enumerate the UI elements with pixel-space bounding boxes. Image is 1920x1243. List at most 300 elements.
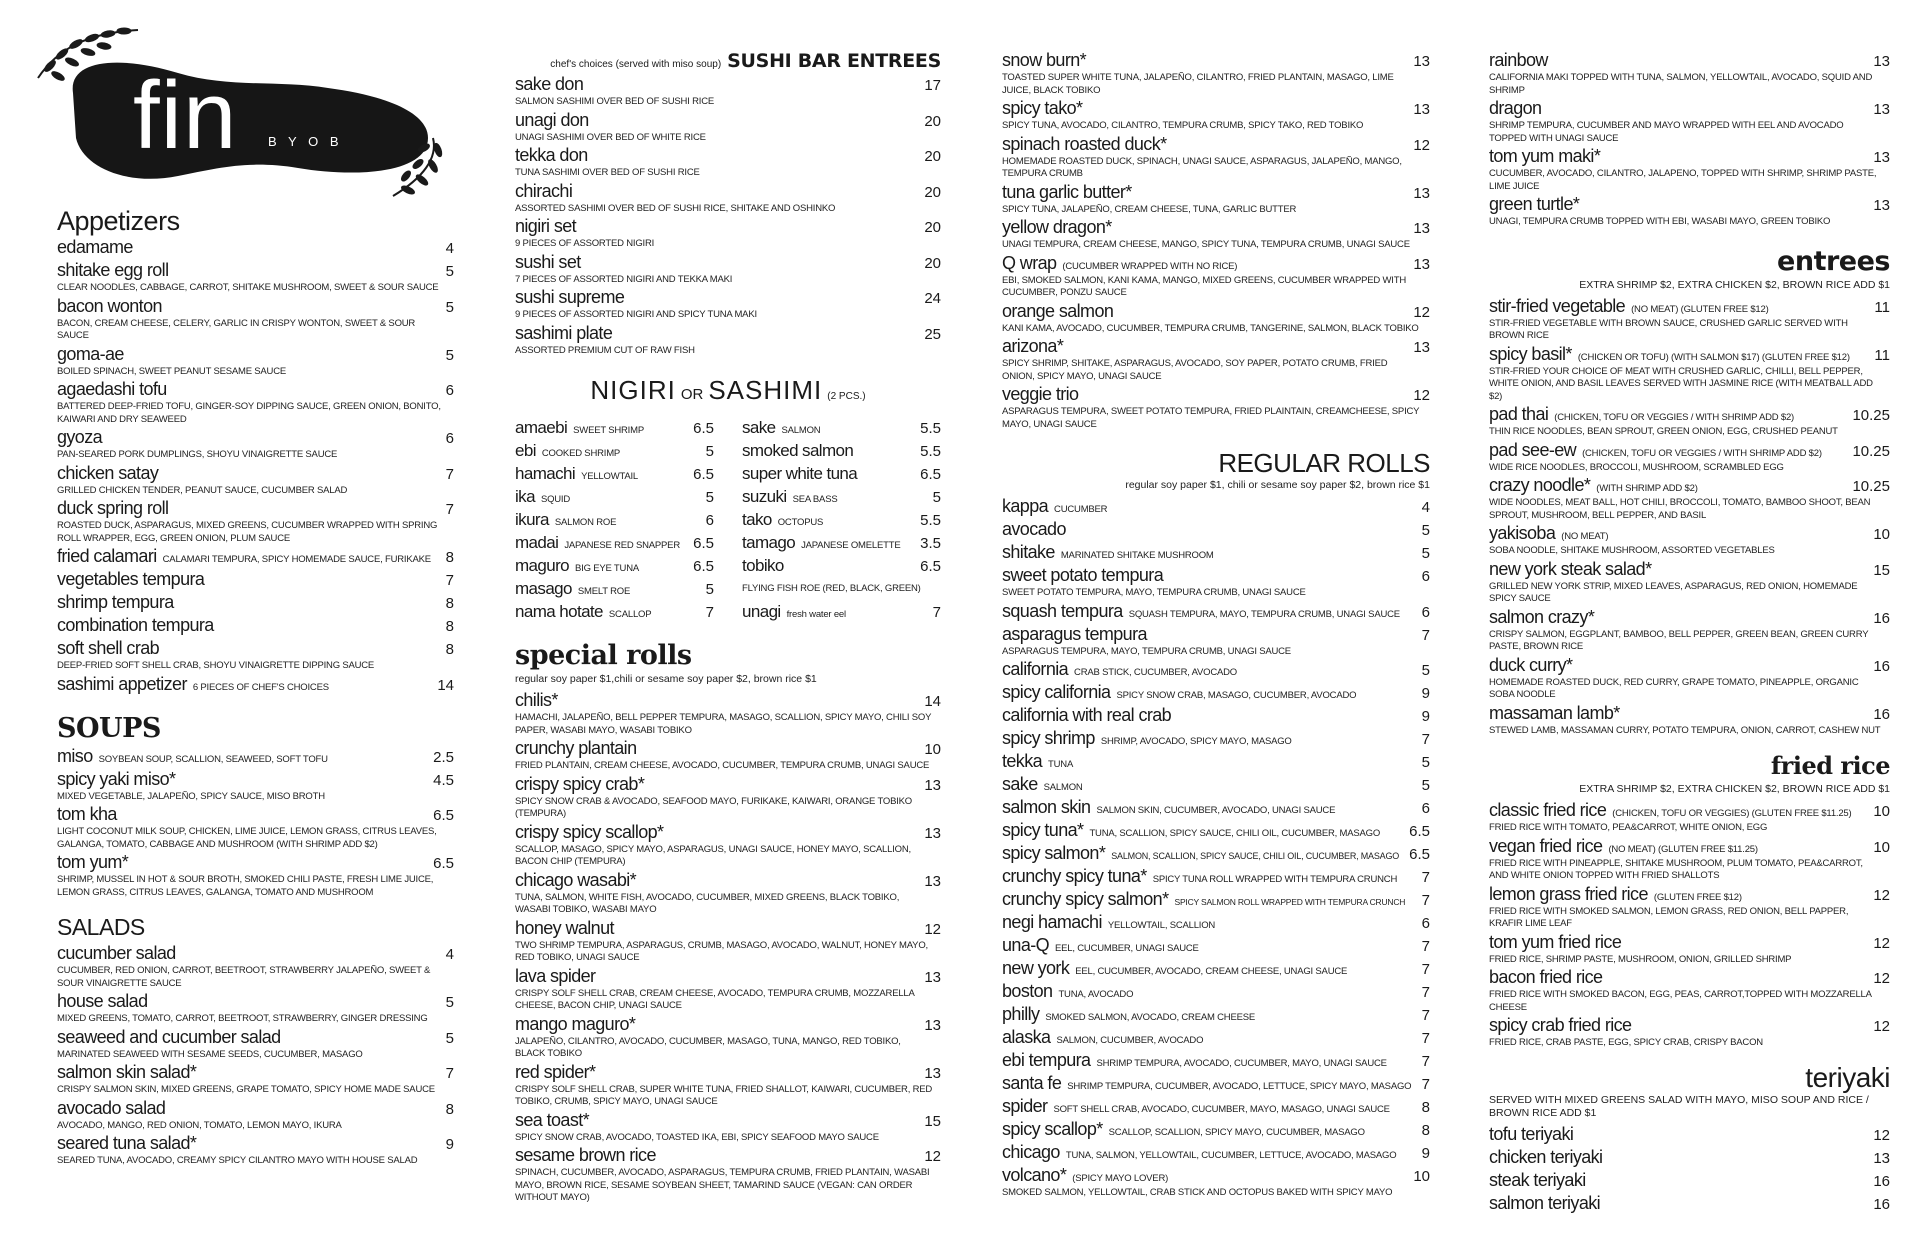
menu-item-name: spicy salmon* [1002, 843, 1106, 863]
menu-item [1002, 774, 1430, 796]
menu-item-row [1002, 217, 1430, 239]
menu-item-description: BATTERED DEEP-FRIED TOFU, GINGER-SOY DIPPING SAUCE, GREEN ONION, BONITO, KAIWARI AND DRY SEAWEED [57, 401, 441, 425]
menu-item-name: spicy tuna* [1002, 820, 1084, 840]
menu-item-price: 7 [1421, 961, 1430, 978]
menu-item-description: ROASTED DUCK, ASPARAGUS, MIXED GREENS, CUCUMBER WRAPPED WITH SPRING ROLL WRAPPER, EGG, GREEN ONION, PLUM SAUCE [57, 520, 438, 544]
menu-item-name: combination tempura [57, 615, 214, 635]
menu-item-name: avocado [1002, 519, 1066, 539]
menu-item-price: 7 [1421, 984, 1430, 1001]
menu-item-row [1002, 1004, 1430, 1026]
menu-item-row [515, 1062, 941, 1084]
menu-item-price: 7 [445, 465, 454, 483]
nigiri-title-a: NIGIRI [590, 375, 676, 405]
menu-item [515, 870, 941, 917]
nigiri-item-tag: SQUID [540, 494, 571, 505]
menu-item-row [1002, 601, 1430, 623]
menu-item-price: 12 [1413, 136, 1430, 154]
nigiri-item-name: masago [515, 579, 572, 598]
menu-item-row [515, 822, 941, 844]
menu-item-description: SPICY TUNA, AVOCADO, CILANTRO, TEMPURA CRUMB, SPICY TAKO, RED TOBIKO [1002, 120, 1364, 131]
menu-item [1002, 336, 1430, 383]
nigiri-item-name: unagi [742, 602, 781, 621]
menu-item-description: TOASTED SUPER WHITE TUNA, JALAPEÑO, CILANTRO, FRIED PLANTAIN, MASAGO, LIME JUICE, BLACK TOBIKO [1002, 72, 1394, 96]
fried-rice-list [1489, 800, 1890, 1050]
menu-item-description: CRISPY SALMON, EGGPLANT, BAMBOO, BELL PEPPER, GREEN BEAN, GREEN CURRY PASTE, BROWN RICE [1489, 628, 1869, 652]
menu-item-price: 6 [1421, 800, 1430, 817]
menu-item-description: FRIED RICE, SHRIMP PASTE, MUSHROOM, ONION, GRILLED SHRIMP [1489, 953, 1792, 965]
menu-item [57, 1062, 454, 1097]
menu-item [57, 804, 454, 851]
menu-item-price: 24 [924, 290, 941, 307]
entrees-title: entrees [1777, 245, 1890, 277]
menu-item [1002, 384, 1430, 431]
regular-rolls-note: regular soy paper $1, chili or sesame soy paper $2, brown rice $1 [1125, 479, 1430, 491]
nigiri-item [515, 462, 714, 485]
menu-item [1002, 134, 1430, 181]
menu-item-description: CUCUMBER, RED ONION, CARROT, BEETROOT, STRAWBERRY JALAPEÑO, SWEET & SOUR VINAIGRETTE SAUCE [57, 965, 431, 989]
menu-item-row [1489, 1015, 1890, 1037]
menu-item-name: snow burn* [1002, 50, 1087, 70]
menu-item-name: seaweed and cucumber salad [57, 1026, 281, 1047]
menu-item [1002, 659, 1430, 681]
menu-item-row [1489, 296, 1890, 318]
menu-item [57, 615, 454, 637]
menu-item-name: pad thai [1489, 404, 1549, 424]
menu-item-name: kappa [1002, 496, 1049, 516]
menu-item-row [515, 738, 941, 760]
menu-item-price: 10.25 [1852, 442, 1890, 460]
menu-item-row [1002, 935, 1430, 957]
menu-item-description: TUNA, SALMON, WHITE FISH, AVOCADO, CUCUMBER, MIXED GREENS, BLACK TOBIKO, WASABI TOBIKO, WASABI MAYO [515, 891, 900, 915]
menu-item-price: 12 [1413, 387, 1430, 404]
menu-item-description: FRIED RICE WITH SMOKED BACON, EGG, PEAS, CARROT,TOPPED WITH MOZZARELLA CHEESE [1489, 989, 1872, 1013]
menu-item-price: 10 [1873, 526, 1890, 543]
menu-item-name: chicago [1002, 1142, 1060, 1162]
menu-item-name: red spider* [515, 1061, 596, 1082]
fin-logo [28, 18, 468, 198]
menu-item [57, 569, 454, 591]
menu-item-price: 8 [445, 618, 454, 635]
menu-item [1002, 820, 1430, 842]
menu-item [1002, 182, 1430, 217]
nigiri-item-price: 5.5 [920, 512, 941, 529]
menu-item [57, 852, 454, 899]
menu-item-name: spider [1002, 1096, 1048, 1116]
menu-item-row [1489, 194, 1890, 216]
nigiri-item-price: 7 [705, 604, 714, 621]
menu-item [57, 1133, 454, 1168]
menu-item [57, 674, 454, 696]
menu-item [515, 145, 941, 180]
menu-item-description: FRIED RICE WITH TOMATO, PEA&CARROT, WHITE ONION, EGG [1489, 822, 1768, 833]
menu-item-row [57, 852, 454, 874]
menu-item-name: crunchy spicy tuna* [1002, 866, 1147, 886]
menu-item-row [57, 344, 454, 366]
menu-item-price: 5 [445, 1029, 454, 1047]
menu-item-price: 12 [1873, 1126, 1890, 1144]
menu-item [1489, 98, 1890, 145]
menu-item [1489, 194, 1890, 229]
menu-item-description: 9 PIECES OF ASSORTED NIGIRI AND SPICY TUNA MAKI [515, 309, 757, 320]
menu-item-description: ASSORTED PREMIUM CUT OF RAW FISH [515, 344, 695, 356]
menu-item [1002, 1073, 1430, 1095]
menu-item-price: 6.5 [433, 855, 454, 872]
menu-item-price: 12 [1873, 886, 1890, 904]
menu-item-name: agaedashi tofu [57, 379, 167, 399]
menu-item-row [515, 966, 941, 988]
fried-rice-note: EXTRA SHRIMP $2, EXTRA CHICKEN $2, BROWN RICE ADD $1 [1579, 783, 1890, 795]
nigiri-item-name: maguro [515, 556, 570, 575]
nigiri-item-name: suzuki [742, 487, 787, 506]
menu-item-name: honey walnut [515, 917, 614, 938]
nigiri-item-name: ikura [515, 510, 549, 529]
nigiri-item-price: 5.5 [920, 420, 941, 437]
menu-item-price: 6 [445, 382, 454, 399]
menu-item-row [1489, 1170, 1890, 1192]
menu-item-description: CRISPY SOLF SHELL CRAB, CREAM CHEESE, AVOCADO, TEMPURA CRUMB, MOZZARELLA CHEESE, BACON CHIP, UNAGI SAUCE [515, 987, 915, 1011]
nigiri-item-price: 6.5 [920, 466, 941, 483]
nigiri-item [515, 600, 714, 623]
menu-item-row [1002, 624, 1430, 646]
menu-item-name: tekka [1002, 751, 1043, 771]
menu-item-price: 25 [924, 325, 941, 343]
nigiri-item-name: ika [515, 487, 535, 506]
menu-item-name: spicy basil* [1489, 343, 1572, 364]
menu-item-row [57, 498, 454, 520]
nigiri-right [742, 416, 941, 623]
soups-list [57, 746, 454, 900]
menu-item-price: 9 [1421, 708, 1430, 725]
menu-item-description: CRISPY SOLF SHELL CRAB, SUPER WHITE TUNA, FRIED SHALLOT, KAIWARI, CUCUMBER, RED TOBIKO, CRUMB, SPICY MAYO, UNAGI SAUCE [515, 1083, 933, 1107]
menu-item-name: crunchy spicy salmon* [1002, 889, 1169, 909]
menu-item [57, 344, 454, 379]
menu-item [1489, 884, 1890, 931]
menu-item-row [515, 1145, 941, 1167]
menu-item-tag: SHRIMP TEMPURA, AVOCADO, CUCUMBER, MAYO, UNAGI SAUCE [1096, 1058, 1387, 1069]
menu-item-row [57, 638, 454, 660]
nigiri-item [742, 531, 941, 554]
menu-item-price: 7 [445, 501, 454, 518]
menu-item-price: 6.5 [1409, 823, 1430, 840]
menu-item-price: 13 [924, 824, 941, 842]
menu-item-description: MIXED VEGETABLE, JALAPEÑO, SPICY SAUCE, MISO BROTH [57, 790, 325, 802]
menu-item-row [515, 323, 941, 345]
menu-item [1002, 50, 1430, 97]
menu-item-price: 13 [1873, 197, 1890, 214]
menu-item-row [1002, 253, 1430, 275]
menu-item-description: SPICY SNOW CRAB & AVOCADO, SEAFOOD MAYO, FURIKAKE, KAIWARI, ORANGE TOBIKO (TEMPURA) [515, 795, 912, 819]
nigiri-item-price: 5.5 [920, 443, 941, 460]
menu-item-price: 20 [924, 183, 941, 201]
menu-item-tag: EEL, CUCUMBER, UNAGI SAUCE [1055, 943, 1199, 954]
menu-item-price: 13 [1413, 339, 1430, 356]
menu-item-row [1002, 958, 1430, 980]
nigiri-item [742, 416, 941, 439]
menu-item-tag: (SPICY MAYO LOVER) [1072, 1173, 1169, 1184]
nigiri-item-tag: COOKED SHRIMP [541, 448, 621, 459]
menu-item-row [1489, 1124, 1890, 1146]
menu-item-row [1002, 384, 1430, 406]
menu-item-name: bacon wonton [57, 295, 162, 316]
menu-item-name: nigiri set [515, 216, 577, 236]
entrees-note: EXTRA SHRIMP $2, EXTRA CHICKEN $2, BROWN RICE ADD $1 [1579, 278, 1890, 291]
menu-item-price: 12 [924, 1148, 941, 1165]
menu-item [515, 690, 941, 737]
menu-item-price: 12 [1873, 934, 1890, 952]
menu-item [1002, 565, 1430, 600]
menu-item-price: 8 [445, 549, 454, 566]
menu-item [1489, 440, 1890, 475]
menu-item-row [1002, 1073, 1430, 1095]
salads-title: SALADS [57, 914, 145, 940]
menu-item-description: PAN-SEARED PORK DUMPLINGS, SHOYU VINAIGRETTE SAUCE [57, 449, 338, 460]
menu-item-price: 7 [1421, 731, 1430, 748]
menu-item [57, 260, 454, 295]
menu-item-row [1002, 797, 1430, 819]
nigiri-item [515, 439, 714, 462]
menu-item-row [1002, 98, 1430, 120]
menu-item [1002, 1119, 1430, 1141]
menu-item-name: alaska [1002, 1027, 1051, 1047]
menu-item-description: FRIED PLANTAIN, CREAM CHEESE, AVOCADO, CUCUMBER, TEMPURA CRUMB, UNAGI SAUCE [515, 760, 930, 771]
menu-item-price: 6.5 [433, 807, 454, 824]
nigiri-item-tag: JAPANESE OMELETTE [801, 540, 901, 551]
nigiri-item [515, 554, 714, 577]
menu-item-row [1002, 519, 1430, 541]
menu-item-row [1002, 774, 1430, 796]
menu-item-name: shitake egg roll [57, 260, 169, 280]
menu-item-row [57, 569, 454, 591]
menu-item-tag: TUNA [1048, 759, 1074, 770]
menu-item-description: UNAGI SASHIMI OVER BED OF WHITE RICE [515, 131, 706, 143]
menu-item-row [1489, 440, 1890, 462]
menu-item-row [1002, 182, 1430, 204]
menu-item-row [515, 918, 941, 940]
menu-item-price: 13 [1413, 184, 1430, 202]
menu-item-name: spicy yaki miso* [57, 768, 176, 789]
nigiri-item [515, 577, 714, 600]
menu-item [57, 237, 454, 259]
menu-item-row [1489, 800, 1890, 822]
nigiri-item-price: 6.5 [693, 535, 714, 552]
menu-item [1002, 981, 1430, 1003]
nigiri-pcs: (2 PCS.) [827, 391, 866, 402]
menu-item [515, 1014, 941, 1061]
menu-item-description: WIDE NOODLES, MEAT BALL, HOT CHILI, BROCCOLI, TOMATO, BAMBOO SHOOT, BEAN SPROUT, MUSHROOM, BELL PEPPER, AND BASIL [1489, 497, 1871, 521]
menu-item-tag: SHRIMP TEMPURA, CUCUMBER, AVOCADO, LETTUCE, SPICY MAYO, MASAGO [1067, 1081, 1412, 1092]
menu-item [1002, 958, 1430, 980]
menu-item-name: ebi tempura [1002, 1050, 1091, 1070]
menu-item [1002, 253, 1430, 300]
menu-item-price: 13 [924, 872, 941, 890]
nigiri-title-b: SASHIMI [708, 375, 823, 405]
menu-item-price: 6 [1421, 568, 1430, 585]
nigiri-item-tag: SEA BASS [792, 494, 838, 505]
menu-item-row [515, 870, 941, 892]
menu-item-row [57, 615, 454, 637]
nigiri-title-or: OR [680, 386, 704, 403]
menu-item [57, 991, 454, 1026]
menu-item-name: seared tuna salad* [57, 1133, 197, 1153]
menu-item [515, 1062, 941, 1109]
menu-item-name: bacon fried rice [1489, 967, 1603, 987]
menu-item-row [515, 1014, 941, 1036]
menu-item-name: pad see-ew [1489, 439, 1577, 460]
nigiri-item [515, 416, 714, 439]
special-rolls-list-3 [1489, 50, 1890, 229]
nigiri-item-price: 5 [705, 443, 714, 460]
menu-item-row [1489, 655, 1890, 677]
menu-item [57, 1027, 454, 1062]
menu-item-price: 16 [1873, 609, 1890, 627]
menu-item-price: 12 [1873, 970, 1890, 987]
menu-item-row [1489, 523, 1890, 545]
menu-item-name: edamame [57, 237, 133, 257]
menu-item-price: 13 [1873, 149, 1890, 166]
menu-item-name: salmon skin salad* [57, 1062, 197, 1082]
nigiri-item-name: amaebi [515, 418, 568, 437]
nigiri-item-tag: SCALLOP [608, 609, 652, 620]
menu-item-description: STEWED LAMB, MASSAMAN CURRY, POTATO TEMPURA, ONION, CARROT, CASHEW NUT [1489, 724, 1881, 736]
menu-item-row [1002, 1142, 1430, 1164]
menu-item-row [1002, 659, 1430, 681]
menu-item-row [1002, 981, 1430, 1003]
menu-item [1489, 703, 1890, 738]
menu-item-tag: TUNA, SALMON, YELLOWTAIL, CUCUMBER, LETTUCE, AVOCADO, MASAGO [1065, 1150, 1397, 1161]
menu-item [57, 769, 454, 804]
menu-item-description: ASPARAGUS TEMPURA, MAYO, TEMPURA CRUMB, UNAGI SAUCE [1002, 645, 1291, 657]
menu-item-row [57, 1027, 454, 1049]
menu-item-row [1489, 98, 1890, 120]
menu-item-tag: SALMON SKIN, CUCUMBER, AVOCADO, UNAGI SAUCE [1096, 805, 1336, 816]
menu-item-description: SALMON SASHIMI OVER BED OF SUSHI RICE [515, 96, 714, 107]
menu-item [1489, 296, 1890, 343]
menu-item-description: CALIFORNIA MAKI TOPPED WITH TUNA, SALMON, YELLOWTAIL, AVOCADO, SQUID AND SHRIMP [1489, 72, 1873, 96]
menu-item-name: veggie trio [1002, 384, 1079, 404]
nigiri-item-tag: SWEET SHRIMP [573, 425, 644, 436]
menu-item-row [57, 427, 454, 449]
menu-item-row [57, 237, 454, 259]
menu-item-price: 6 [445, 430, 454, 447]
menu-item-row [1489, 559, 1890, 581]
menu-item [1489, 836, 1890, 883]
menu-item-row [1489, 146, 1890, 168]
menu-item-row [1002, 751, 1430, 773]
menu-item [515, 918, 941, 965]
nigiri-item [742, 508, 941, 531]
nigiri-item-price: 5 [705, 489, 714, 506]
menu-item-row [515, 774, 941, 796]
nigiri-item-name: smoked salmon [742, 441, 854, 460]
menu-item-price: 9 [1421, 1145, 1430, 1162]
entrees-list [1489, 296, 1890, 738]
menu-item-description: FRIED RICE, CRAB PASTE, EGG, SPICY CRAB, CRISPY BACON [1489, 1037, 1763, 1048]
menu-item [57, 296, 454, 343]
menu-item-price: 5 [445, 346, 454, 364]
menu-item-name: cucumber salad [57, 943, 176, 963]
menu-item-name: stir-fried vegetable [1489, 295, 1626, 316]
menu-item-row [1489, 404, 1890, 426]
nigiri-item-price: 6.5 [693, 466, 714, 483]
menu-item-row [515, 690, 941, 712]
menu-item-tag: (NO MEAT) [1561, 531, 1609, 542]
menu-item-name: sweet potato tempura [1002, 565, 1164, 585]
menu-item-price: 8 [445, 641, 454, 658]
menu-item-price: 9 [1421, 685, 1430, 702]
menu-item-row [1489, 967, 1890, 989]
menu-item-row [1489, 703, 1890, 725]
menu-item-name: steak teriyaki [1489, 1169, 1586, 1190]
menu-item [1002, 866, 1430, 888]
menu-item-tag: SPICY TUNA ROLL WRAPPED WITH TEMPURA CRUNCH [1152, 874, 1398, 885]
menu-item-price: 10 [1413, 1168, 1430, 1185]
menu-item-name: chirachi [515, 180, 573, 201]
menu-item-price: 13 [924, 1016, 941, 1034]
menu-item-tag: TUNA, AVOCADO [1058, 989, 1134, 1000]
menu-item-price: 10 [1873, 803, 1890, 820]
special-rolls-list [515, 690, 941, 1205]
menu-item-price: 5 [1421, 545, 1430, 562]
fried-rice-title: fried rice [1770, 751, 1890, 780]
sushi-bar-title: SUSHI BAR ENTREES [727, 50, 941, 72]
menu-item [1002, 843, 1430, 865]
menu-item-name: fried calamari [57, 546, 157, 566]
menu-item-name: yakisoba [1489, 523, 1556, 543]
menu-item-price: 5 [445, 994, 454, 1011]
menu-item-name: vegetables tempura [57, 569, 205, 589]
menu-item [57, 379, 454, 426]
menu-item-tag: (WITH SHRIMP ADD $2) [1596, 483, 1698, 494]
menu-item-row [1002, 496, 1430, 518]
menu-item [515, 822, 941, 869]
menu-item-row [1489, 932, 1890, 954]
menu-item [1489, 1147, 1890, 1169]
menu-item-price: 20 [924, 148, 941, 165]
menu-item-price: 5 [1421, 777, 1430, 794]
menu-item-row [1489, 884, 1890, 906]
menu-item-price: 8 [445, 595, 454, 612]
menu-item-name: classic fried rice [1489, 800, 1607, 820]
logo-wordmark: fin [133, 62, 238, 169]
menu-item-name: dragon [1489, 98, 1542, 118]
menu-item-price: 9 [445, 1136, 454, 1153]
menu-item-price: 5 [445, 298, 454, 316]
regular-rolls-list [1002, 496, 1430, 1200]
menu-item-tag: EEL, CUCUMBER, AVOCADO, CREAM CHEESE, UNAGI SAUCE [1075, 966, 1348, 977]
special-rolls-list-2 [1002, 50, 1430, 431]
menu-item [1489, 50, 1890, 97]
menu-item-name: crispy spicy crab* [515, 773, 645, 794]
nigiri-item [742, 462, 941, 485]
menu-item [1489, 1193, 1890, 1215]
menu-item-tag: (CHICKEN, TOFU OR VEGGIES) (GLUTEN FREE $11.25) [1612, 808, 1852, 819]
menu-item-tag: 6 PIECES OF CHEF'S CHOICES [192, 681, 329, 693]
menu-item-description: GRILLED NEW YORK STRIP, MIXED LEAVES, ASPARAGUS, RED ONION, HOMEMADE SPICY SAUCE [1489, 580, 1858, 604]
menu-item-name: california [1002, 659, 1069, 679]
menu-item [1002, 889, 1430, 911]
menu-item-row [57, 463, 454, 485]
menu-item-description: DEEP-FRIED SOFT SHELL CRAB, SHOYU VINAIGRETTE DIPPING SAUCE [57, 660, 375, 671]
menu-item-name: miso [57, 745, 93, 766]
nigiri-item-tag: fresh water eel [786, 609, 846, 620]
menu-item [1489, 344, 1890, 404]
menu-item-row [1489, 607, 1890, 629]
menu-item [1489, 559, 1890, 606]
nigiri-item-name: ebi [515, 441, 536, 460]
menu-item-row [57, 379, 454, 401]
menu-item-tag: CUCUMBER [1054, 504, 1108, 515]
logo-blob [73, 63, 428, 179]
